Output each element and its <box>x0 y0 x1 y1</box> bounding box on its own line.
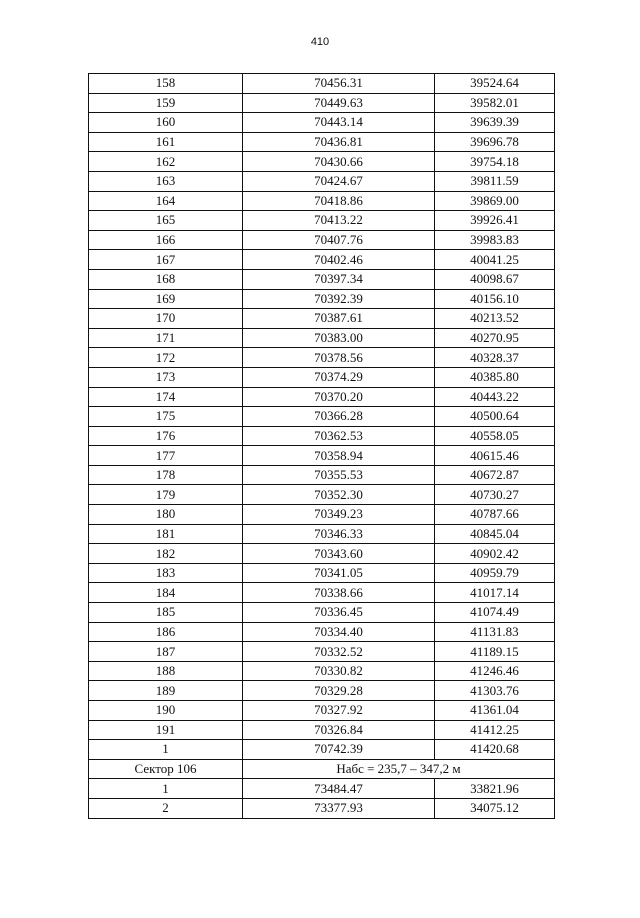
point-number-cell: 169 <box>89 289 243 309</box>
table-row <box>89 328 555 348</box>
sector-row <box>89 759 555 779</box>
point-number-cell: 178 <box>89 465 243 485</box>
table-row <box>89 230 555 250</box>
y-coordinate-cell: 39754.18 <box>435 152 555 172</box>
point-number-cell: 159 <box>89 93 243 113</box>
y-coordinate-cell: 40787.66 <box>435 505 555 525</box>
x-coordinate-cell: 70449.63 <box>243 93 435 113</box>
point-number-cell: 191 <box>89 720 243 740</box>
table-row <box>89 446 555 466</box>
x-coordinate-cell: 70327.92 <box>243 701 435 721</box>
y-coordinate-cell: 40328.37 <box>435 348 555 368</box>
table-row <box>89 524 555 544</box>
point-number-cell: 162 <box>89 152 243 172</box>
table-row <box>89 269 555 289</box>
table-row <box>89 348 555 368</box>
y-coordinate-cell: 39639.39 <box>435 113 555 133</box>
x-coordinate-cell: 70349.23 <box>243 505 435 525</box>
table-row <box>89 132 555 152</box>
y-coordinate-cell: 40500.64 <box>435 407 555 427</box>
y-coordinate-cell: 40902.42 <box>435 544 555 564</box>
x-coordinate-cell: 70358.94 <box>243 446 435 466</box>
y-coordinate-cell: 40730.27 <box>435 485 555 505</box>
x-coordinate-cell: 70387.61 <box>243 309 435 329</box>
table-row <box>89 642 555 662</box>
table-row <box>89 779 555 799</box>
x-coordinate-cell: 70334.40 <box>243 622 435 642</box>
table-row <box>89 407 555 427</box>
x-coordinate-cell: 70436.81 <box>243 132 435 152</box>
table-row <box>89 465 555 485</box>
x-coordinate-cell: 70402.46 <box>243 250 435 270</box>
y-coordinate-cell: 41189.15 <box>435 642 555 662</box>
table-row <box>89 583 555 603</box>
sector-label: Сектор 106 <box>89 759 243 779</box>
x-coordinate-cell: 70443.14 <box>243 113 435 133</box>
page-number: 410 <box>310 36 330 48</box>
x-coordinate-cell: 70370.20 <box>243 387 435 407</box>
table-row <box>89 113 555 133</box>
table-row <box>89 798 555 818</box>
x-coordinate-cell: 70326.84 <box>243 720 435 740</box>
point-number-cell: 172 <box>89 348 243 368</box>
point-number-cell: 163 <box>89 171 243 191</box>
y-coordinate-cell: 41131.83 <box>435 622 555 642</box>
sector-height-range: Набс = 235,7 – 347,2 м <box>243 759 555 779</box>
x-coordinate-cell: 70413.22 <box>243 211 435 231</box>
y-coordinate-cell: 39869.00 <box>435 191 555 211</box>
y-coordinate-cell: 39524.64 <box>435 74 555 94</box>
point-number-cell: 171 <box>89 328 243 348</box>
x-coordinate-cell: 70330.82 <box>243 661 435 681</box>
y-coordinate-cell: 40845.04 <box>435 524 555 544</box>
coordinates-table <box>88 73 555 819</box>
point-number-cell: 166 <box>89 230 243 250</box>
y-coordinate-cell: 33821.96 <box>435 779 555 799</box>
table-row <box>89 681 555 701</box>
x-coordinate-cell: 73377.93 <box>243 798 435 818</box>
y-coordinate-cell: 40558.05 <box>435 426 555 446</box>
x-coordinate-cell: 70397.34 <box>243 269 435 289</box>
table-row <box>89 191 555 211</box>
point-number-cell: 184 <box>89 583 243 603</box>
y-coordinate-cell: 39696.78 <box>435 132 555 152</box>
point-number-cell: 165 <box>89 211 243 231</box>
x-coordinate-cell: 70424.67 <box>243 171 435 191</box>
point-number-cell: 182 <box>89 544 243 564</box>
y-coordinate-cell: 40270.95 <box>435 328 555 348</box>
point-number-cell: 160 <box>89 113 243 133</box>
point-number-cell: 183 <box>89 563 243 583</box>
y-coordinate-cell: 41074.49 <box>435 603 555 623</box>
y-coordinate-cell: 41017.14 <box>435 583 555 603</box>
x-coordinate-cell: 70378.56 <box>243 348 435 368</box>
y-coordinate-cell: 41303.76 <box>435 681 555 701</box>
y-coordinate-cell: 40385.80 <box>435 367 555 387</box>
point-number-cell: 179 <box>89 485 243 505</box>
x-coordinate-cell: 70336.45 <box>243 603 435 623</box>
y-coordinate-cell: 40959.79 <box>435 563 555 583</box>
x-coordinate-cell: 70366.28 <box>243 407 435 427</box>
x-coordinate-cell: 70343.60 <box>243 544 435 564</box>
table-row <box>89 387 555 407</box>
y-coordinate-cell: 39582.01 <box>435 93 555 113</box>
x-coordinate-cell: 70456.31 <box>243 74 435 94</box>
table-row <box>89 250 555 270</box>
point-number-cell: 186 <box>89 622 243 642</box>
point-number-cell: 174 <box>89 387 243 407</box>
x-coordinate-cell: 70329.28 <box>243 681 435 701</box>
y-coordinate-cell: 39926.41 <box>435 211 555 231</box>
y-coordinate-cell: 39811.59 <box>435 171 555 191</box>
y-coordinate-cell: 41246.46 <box>435 661 555 681</box>
table-row <box>89 622 555 642</box>
table-row <box>89 93 555 113</box>
x-coordinate-cell: 70407.76 <box>243 230 435 250</box>
y-coordinate-cell: 34075.12 <box>435 798 555 818</box>
point-number-cell: 168 <box>89 269 243 289</box>
point-number-cell: 164 <box>89 191 243 211</box>
table-row <box>89 544 555 564</box>
table-row <box>89 367 555 387</box>
table-row <box>89 309 555 329</box>
point-number-cell: 161 <box>89 132 243 152</box>
x-coordinate-cell: 70418.86 <box>243 191 435 211</box>
point-number-cell: 2 <box>89 798 243 818</box>
y-coordinate-cell: 40615.46 <box>435 446 555 466</box>
point-number-cell: 188 <box>89 661 243 681</box>
x-coordinate-cell: 70383.00 <box>243 328 435 348</box>
x-coordinate-cell: 70338.66 <box>243 583 435 603</box>
table-row <box>89 701 555 721</box>
table-row <box>89 505 555 525</box>
x-coordinate-cell: 70332.52 <box>243 642 435 662</box>
x-coordinate-cell: 70742.39 <box>243 740 435 760</box>
table-row <box>89 74 555 94</box>
x-coordinate-cell: 70352.30 <box>243 485 435 505</box>
point-number-cell: 185 <box>89 603 243 623</box>
y-coordinate-cell: 40443.22 <box>435 387 555 407</box>
x-coordinate-cell: 70355.53 <box>243 465 435 485</box>
point-number-cell: 170 <box>89 309 243 329</box>
y-coordinate-cell: 41420.68 <box>435 740 555 760</box>
point-number-cell: 180 <box>89 505 243 525</box>
point-number-cell: 181 <box>89 524 243 544</box>
x-coordinate-cell: 70392.39 <box>243 289 435 309</box>
table-row <box>89 740 555 760</box>
point-number-cell: 1 <box>89 740 243 760</box>
table-row <box>89 289 555 309</box>
point-number-cell: 173 <box>89 367 243 387</box>
table-row <box>89 720 555 740</box>
table-row <box>89 152 555 172</box>
point-number-cell: 1 <box>89 779 243 799</box>
x-coordinate-cell: 70346.33 <box>243 524 435 544</box>
point-number-cell: 176 <box>89 426 243 446</box>
point-number-cell: 167 <box>89 250 243 270</box>
table-row <box>89 485 555 505</box>
y-coordinate-cell: 40213.52 <box>435 309 555 329</box>
table-row <box>89 171 555 191</box>
y-coordinate-cell: 41361.04 <box>435 701 555 721</box>
y-coordinate-cell: 39983.83 <box>435 230 555 250</box>
point-number-cell: 177 <box>89 446 243 466</box>
table-row <box>89 563 555 583</box>
x-coordinate-cell: 73484.47 <box>243 779 435 799</box>
y-coordinate-cell: 40672.87 <box>435 465 555 485</box>
point-number-cell: 175 <box>89 407 243 427</box>
x-coordinate-cell: 70362.53 <box>243 426 435 446</box>
x-coordinate-cell: 70430.66 <box>243 152 435 172</box>
table-row <box>89 211 555 231</box>
point-number-cell: 189 <box>89 681 243 701</box>
y-coordinate-cell: 40041.25 <box>435 250 555 270</box>
y-coordinate-cell: 41412.25 <box>435 720 555 740</box>
point-number-cell: 190 <box>89 701 243 721</box>
point-number-cell: 187 <box>89 642 243 662</box>
table-row <box>89 661 555 681</box>
table-row <box>89 603 555 623</box>
table-row <box>89 426 555 446</box>
x-coordinate-cell: 70341.05 <box>243 563 435 583</box>
y-coordinate-cell: 40156.10 <box>435 289 555 309</box>
x-coordinate-cell: 70374.29 <box>243 367 435 387</box>
point-number-cell: 158 <box>89 74 243 94</box>
y-coordinate-cell: 40098.67 <box>435 269 555 289</box>
